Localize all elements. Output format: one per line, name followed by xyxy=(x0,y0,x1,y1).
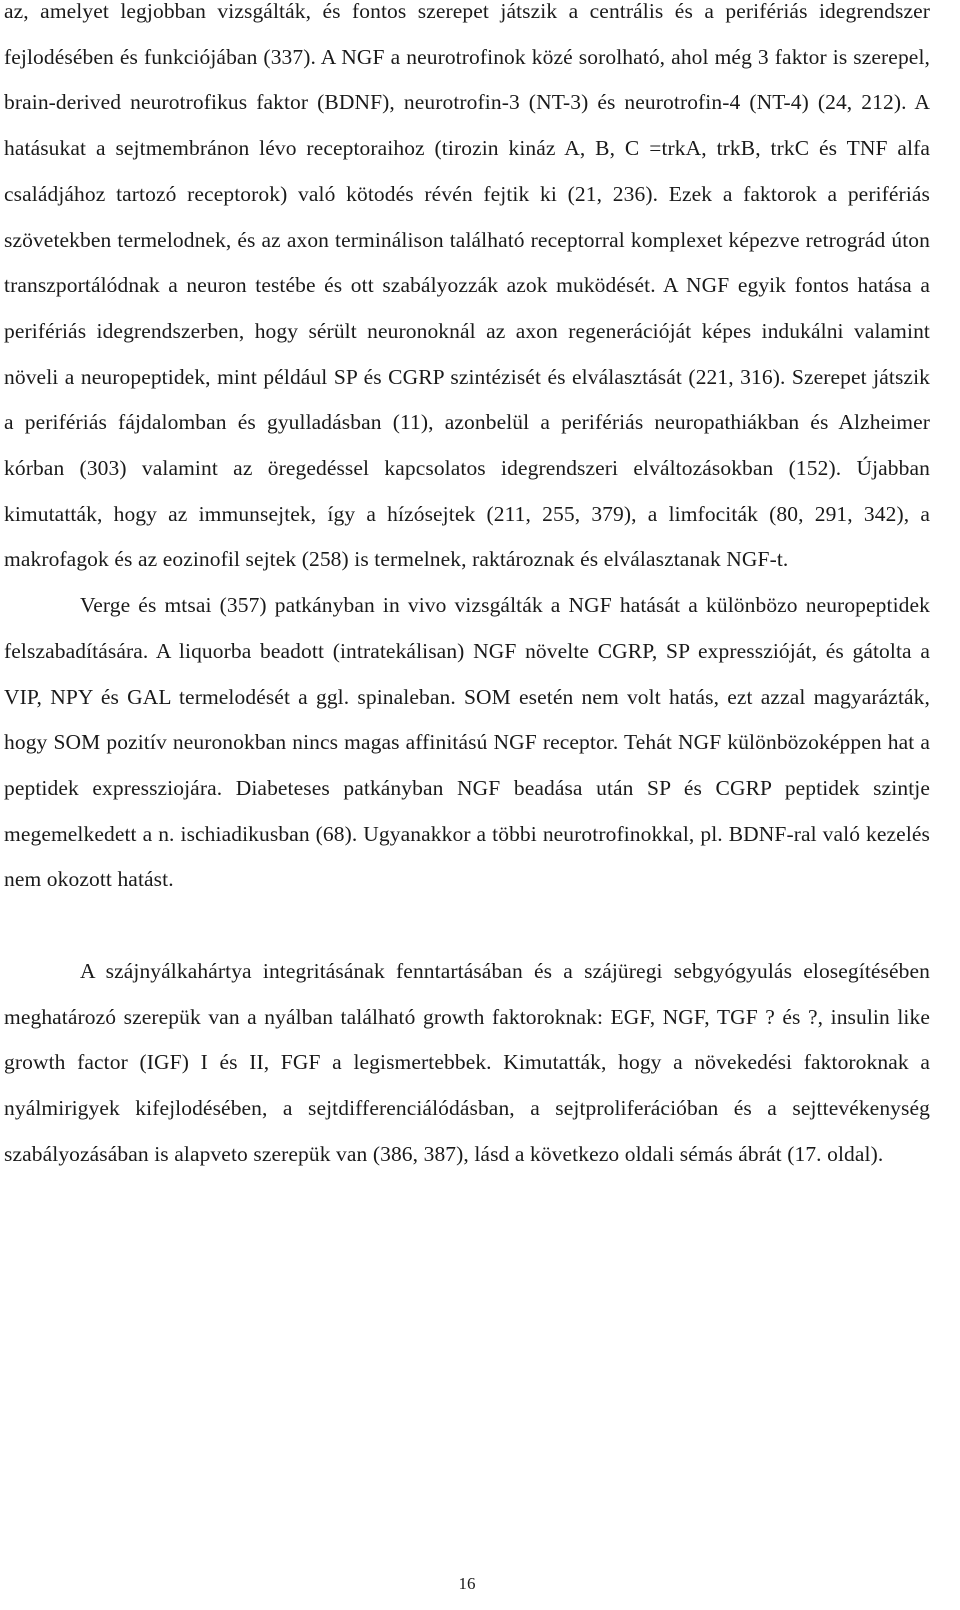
document-page xyxy=(4,0,930,1178)
paragraph-oral-mucosa-growth-factors: A szájnyálkahártya integritásának fenntartásában és a szájüregi sebgyógyulás elosegítésében meghatározó szerepük van a nyálban található growth faktoroknak: EGF, NGF, TGF ? és ?, insulin like growth factor (IGF) I és II, FGF a legismertebbek. Kimutatták, hogy a növekedési faktoroknak a nyálmirigyek kifejlodésében, a sejtdifferenciálódásban, a sejtproliferációban és a sejttevékenység szabályozásában is alapveto szerepük van (386, 387), lásd a következo oldali sémás ábrát (17. oldal). xyxy=(4,959,930,1166)
paragraph-ngf-neurotrophins: az, amelyet legjobban vizsgálták, és fontos szerepet játszik a centrális és a perifériás idegrendszer fejlodésében és funkciójában (337). A NGF a neurotrofinok közé sorolható, ahol még 3 faktor is szerepel, brain-derived neurotrofikus faktor (BDNF), neurotrofin-3 (NT-3) és neurotrofin-4 (NT-4) (24, 212). A hatásukat a sejtmembránon lévo receptoraihoz (tirozin kináz A, B, C =trkA, trkB, trkC és TNF alfa családjához tartozó receptorok) való kötodés révén fejtik ki (21, 236). Ezek a faktorok a perifériás szövetekben termelodnek, és az axon terminálison található receptorral komplexet képezve retrográd úton transzportálódnak a neuron testébe és ott szabályozzák azok muködését. A NGF egyik fontos hatása a perifériás idegrendszerben, hogy sérült neuronoknál az axon regenerációját képes indukálni valamint növeli a neuropeptidek, mint például SP és CGRP szintézisét és elválasztását (221, 316). Szerepet játszik a perifériás fájdalomban és gyulladásban (11), azonbelül a perifériás neuropathiákban és Alzheimer kórban (303) valamint az öregedéssel kapcsolatos idegrendszeri elváltozásokban (152). Újabban kimutatták, hogy az immunsejtek, így a hízósejtek (211, 255, 379), a limfociták (80, 291, 342), a makrofagok és az eozinofil sejtek (258) is termelnek, raktároznak és elválasztanak NGF-t. xyxy=(4,0,930,572)
page-number: 16 xyxy=(458,1574,476,1593)
paragraph-verge-study: Verge és mtsai (357) patkányban in vivo vizsgálták a NGF hatását a különbözo neuropeptidek felszabadítására. A liquorba beadott (intratekálisan) NGF növelte CGRP, SP expresszióját, és gátolta a VIP, NPY és GAL termelodését a ggl. spinaleban. SOM esetén nem volt hatás, ezt azzal magyarázták, hogy SOM pozitív neuronokban nincs magas affinitású NGF receptor. Tehát NGF különbözoképpen hat a peptidek expressziojára. Diabeteses patkányban NGF beadása után SP és CGRP peptidek szintje megemelkedett a n. ischiadikusban (68). Ugyanakkor a többi neurotrofinokkal, pl. BDNF-ral való kezelés nem okozott hatást. xyxy=(4,593,930,892)
